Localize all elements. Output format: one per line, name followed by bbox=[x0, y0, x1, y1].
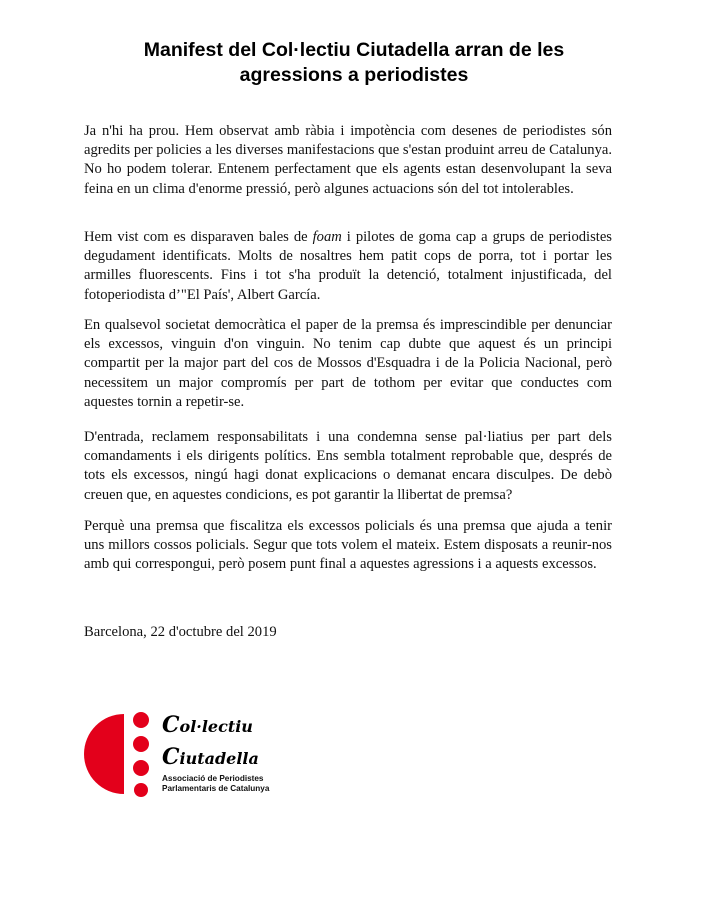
paragraph-2 bbox=[84, 228, 612, 305]
logo-name-line-1: Col·lectiu bbox=[162, 712, 253, 738]
paragraph-5: Perquè una premsa que fiscalitza els excessos policials és una premsa que ajuda a tenir uns millors cossos policials. Segur que tots volem el mateix. Estem disposats a reunir-nos amb qui correspongui, però posem punt final a aquestes agressions i a aquests excessos. bbox=[84, 518, 612, 573]
paragraph-2-text-b: i pilotes de goma cap a grups de periodistes degudament identificats. Molts de nosaltres hem patit cops de porra, tot i portar les armilles fluorescents. Fins i tot s'ha produït la detenció, totalment injustificada, del fotoperiodista d’"El País', Albert García. bbox=[84, 229, 612, 303]
paragraph-2-italic: foam bbox=[312, 229, 342, 245]
paragraph-2-text-a: Hem vist com es disparaven bales de bbox=[84, 229, 313, 245]
logo-mark-icon bbox=[84, 706, 156, 802]
title-line-2: agressions a periodistes bbox=[239, 64, 469, 86]
logo-dot-4 bbox=[134, 783, 148, 797]
logo-dot-3 bbox=[133, 760, 149, 776]
document-title bbox=[100, 38, 608, 88]
logo-subtitle: Associació de Periodistes Parlamentaris de Catalunya bbox=[162, 774, 270, 793]
title-line-1: Manifest del Col·lectiu Ciutadella arran de les bbox=[143, 39, 565, 61]
logo-half-circle bbox=[84, 714, 124, 794]
signature-date: Barcelona, 22 d'octubre del 2019 bbox=[84, 624, 277, 640]
logo-dot-1 bbox=[133, 712, 149, 728]
logo bbox=[84, 706, 344, 802]
logo-name-line-2: Ciutadella bbox=[162, 744, 259, 770]
paragraph-4: D'entrada, reclamem responsabilitats i una condemna sense pal·liatius per part dels comandaments i els dirigents polítics. Ens sembla totalment reprobable que, després de tots els excessos, ningú hagi donat explicacions o demanat encara disculpes. De debò creuen que, en aquestes condicions, es pot garantir la llibertat de premsa? bbox=[84, 429, 612, 503]
paragraph-3: En qualsevol societat democràtica el paper de la premsa és imprescindible per denunciar els excessos, vinguin d'on vinguin. No tenim cap dubte que aquest és un principi compartit per la major part del cos de Mossos d'Esquadra i de la Policia Nacional, però necessitem un major compromís per part de tothom per evitar que conductes com aquestes tornin a repetir-se. bbox=[84, 317, 612, 410]
logo-dot-2 bbox=[133, 736, 149, 752]
paragraph-1: Ja n'hi ha prou. Hem observat amb ràbia i impotència com desenes de periodistes són agredits per policies a les diverses manifestacions que s'estan produint arreu de Catalunya. No ho podem tolerar. Entenem perfectament que els agents estan desenvolupant la seva feina en un clima d'enorme pressió, però algunes actuacions són del tot intolerables. bbox=[84, 123, 612, 197]
